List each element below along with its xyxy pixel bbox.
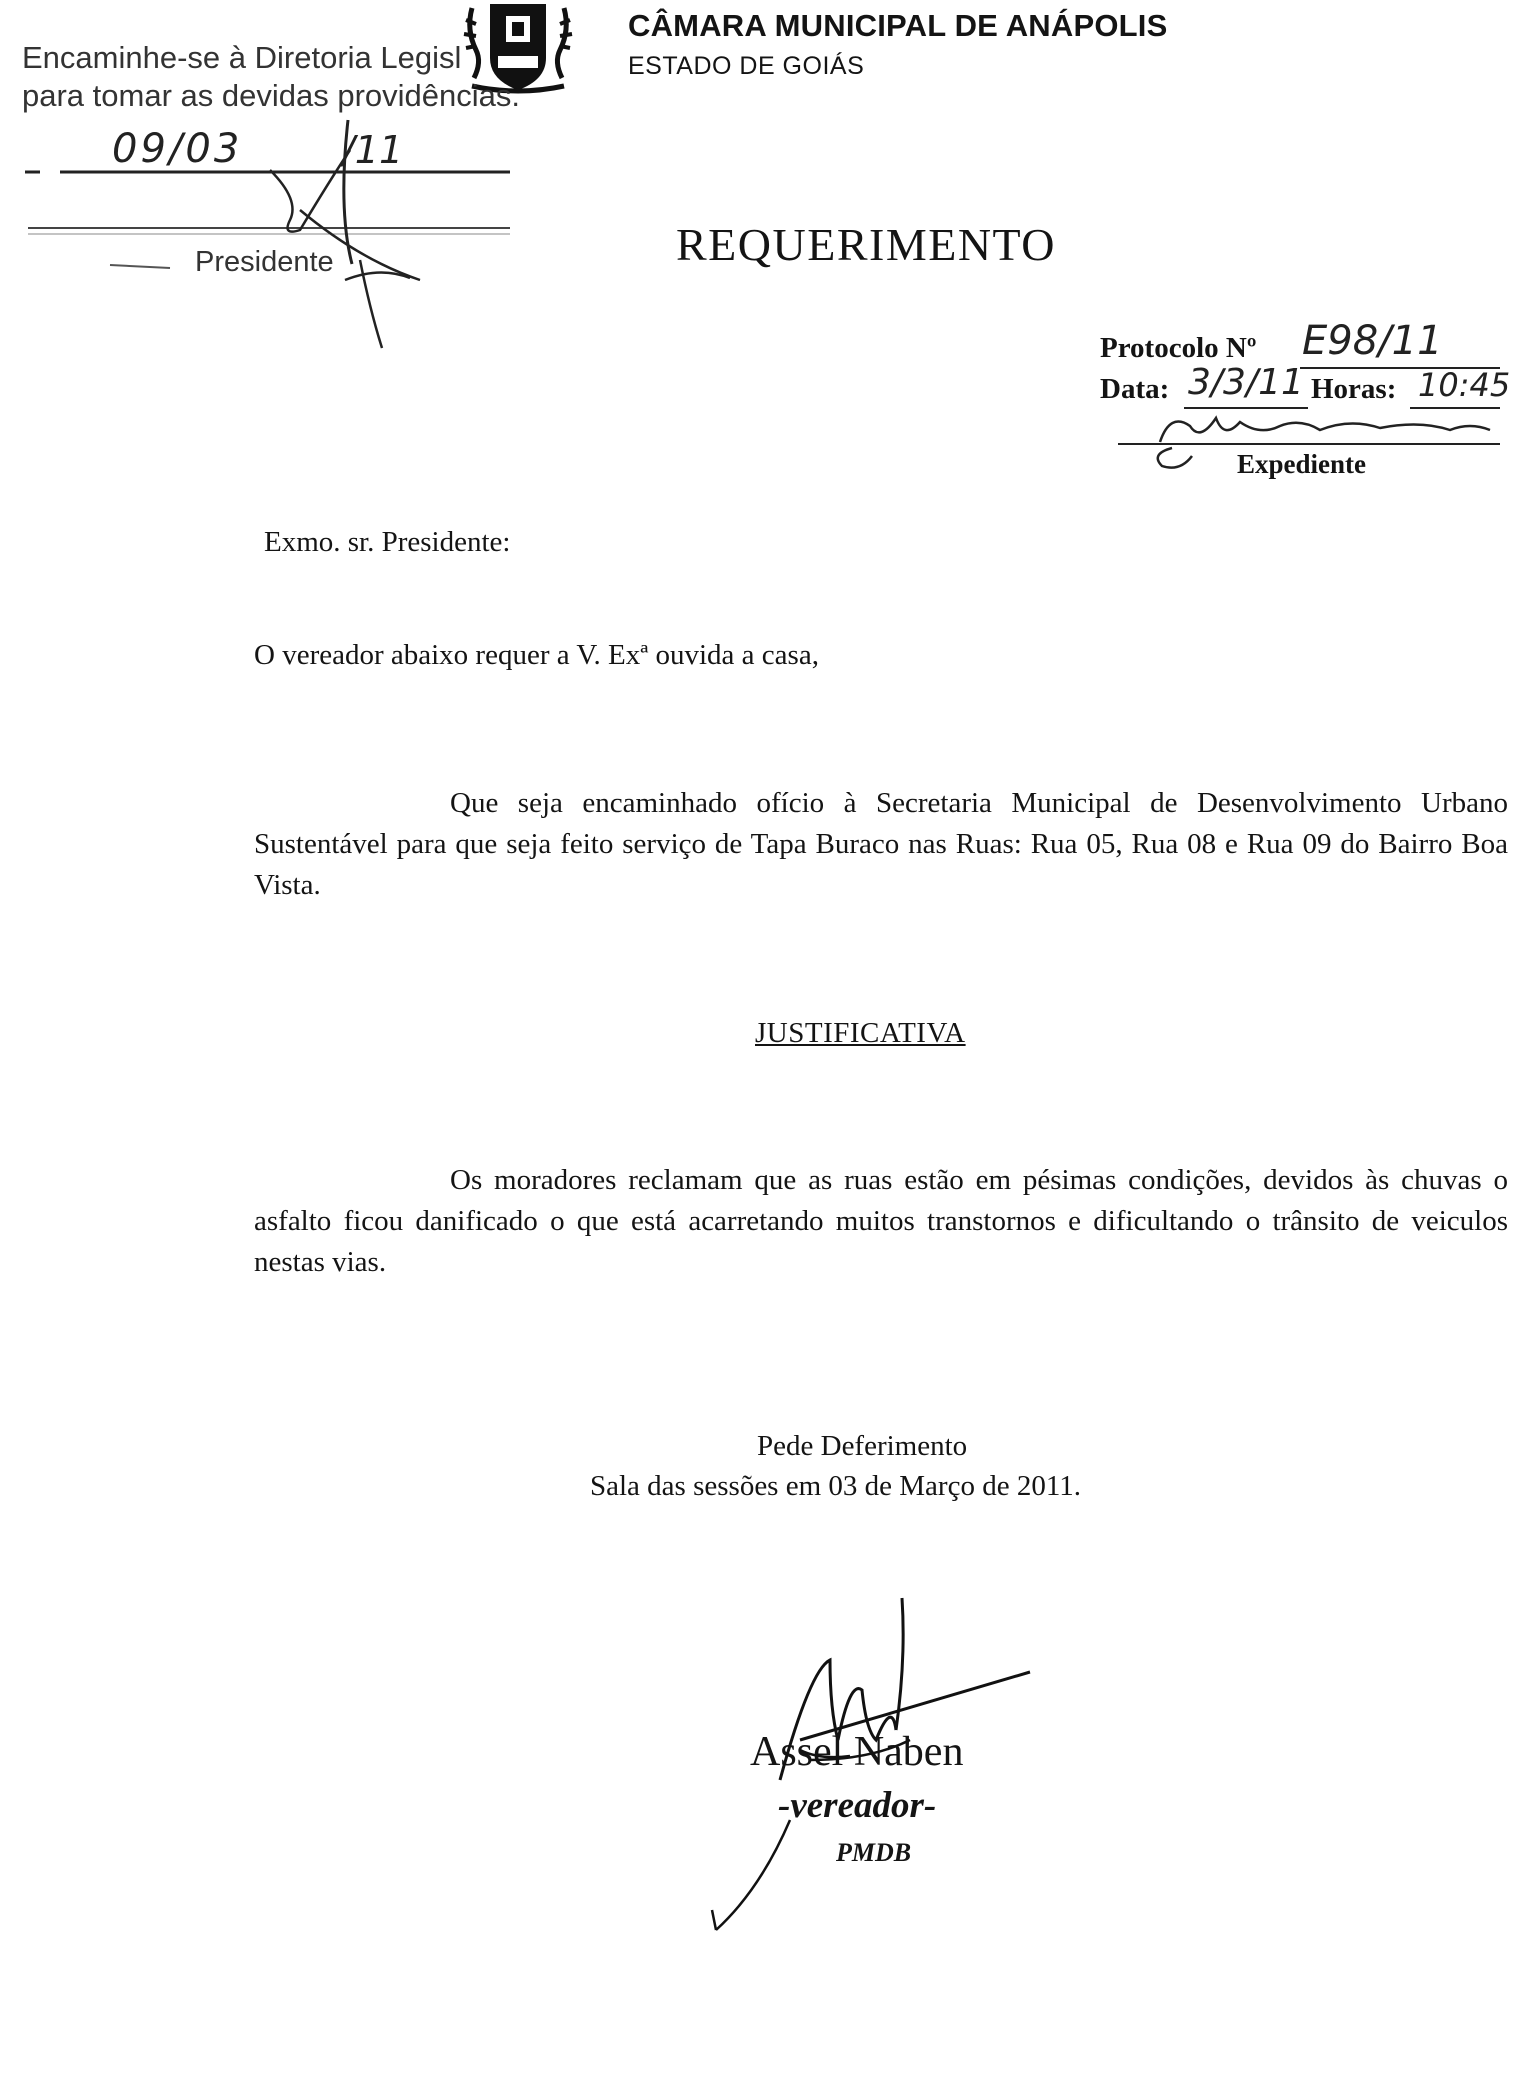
stamp-instruction-line-2: para tomar as devidas providências. (22, 78, 520, 113)
salutation: Exmo. sr. Presidente: (264, 526, 511, 558)
signatory-name: Assel Naben (750, 1729, 964, 1775)
justification-text: Os moradores reclamam que as ruas estão em pésimas condições, devidos às chuvas o asfalto ficou danificado o que está acarretando muitos transtornos e dificultando o trânsito de veiculos nestas vias. (254, 1164, 1508, 1278)
protocol-hours-value: 10:45 (1418, 366, 1511, 404)
closing-request: Pede Deferimento (757, 1430, 968, 1462)
protocol-number-value: E98/11 (1302, 318, 1443, 364)
justification-heading: JUSTIFICATIVA (755, 1017, 966, 1049)
institution-name: CÂMARA MUNICIPAL DE ANÁPOLIS (628, 8, 1168, 43)
protocol-date-label: Data: (1100, 373, 1170, 405)
stamp-role-label: Presidente (195, 246, 334, 278)
protocol-date-value: 3/3/11 (1188, 362, 1304, 403)
document-title: REQUERIMENTO (676, 219, 1057, 270)
handwritten-signature (680, 1590, 1060, 1940)
institution-state: ESTADO DE GOIÁS (628, 52, 865, 80)
request-paragraph (254, 783, 1508, 906)
signatory-role: -vereador- (778, 1785, 937, 1826)
request-text: Que seja encaminhado ofício à Secretaria Municipal de Desenvolvimento Urbano Sustentável para que seja feito serviço de Tapa Buraco nas Ruas: Rua 05, Rua 08 e Rua 09 do Bairro Boa Vista. (254, 787, 1508, 901)
closing-place-date: Sala das sessões em 03 de Março de 2011. (590, 1470, 1082, 1502)
stamp-instruction-line-1: Encaminhe-se à Diretoria Legisl (22, 40, 462, 75)
signatory-party: PMDB (836, 1838, 912, 1867)
protocol-department-label: Expediente (1237, 449, 1367, 479)
protocol-number-label: Protocolo Nº (1100, 332, 1257, 364)
intro-paragraph: O vereador abaixo requer a V. Exª ouvida a casa, (254, 639, 819, 671)
stamp-date-year: /11 (342, 128, 404, 172)
protocol-hours-label: Horas: (1311, 373, 1397, 405)
stamp-date-day-month: 09/03 (112, 126, 243, 172)
justification-paragraph (254, 1160, 1508, 1283)
